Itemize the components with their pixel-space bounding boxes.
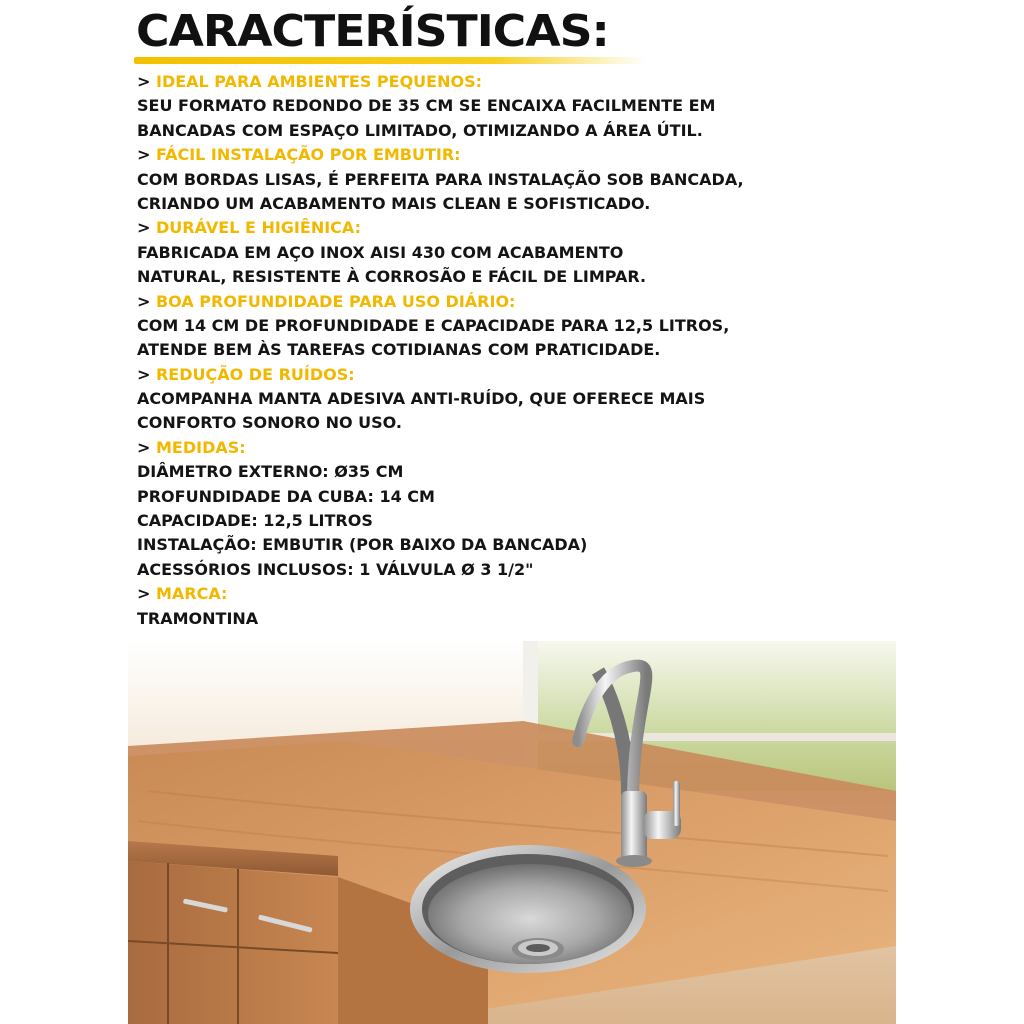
section-heading — [137, 290, 897, 314]
section-heading — [137, 70, 897, 94]
section-heading — [137, 216, 897, 240]
section-heading — [137, 363, 897, 387]
section-body-line: CONFORTO SONORO NO USO. — [137, 413, 402, 433]
section-body-line: COM BORDAS LISAS, É PERFEITA PARA INSTALAÇÃO SOB BANCADA, — [137, 169, 744, 189]
arrow-icon: > — [137, 145, 151, 165]
section-heading — [137, 582, 897, 606]
section-body-line: ACESSÓRIOS INCLUSOS: 1 VÁLVULA Ø 3 1/2" — [137, 559, 534, 579]
kitchen-sink-illustration — [128, 641, 896, 1024]
features-list — [137, 70, 897, 631]
section-body-line: ATENDE BEM ÀS TAREFAS COTIDIANAS COM PRATICIDADE. — [137, 340, 661, 360]
section-heading — [137, 436, 897, 460]
section-body-line: CRIANDO UM ACABAMENTO MAIS CLEAN E SOFISTICADO. — [137, 193, 651, 213]
section-body-line: NATURAL, RESISTENTE À CORROSÃO E FÁCIL DE LIMPAR. — [137, 267, 647, 287]
section-body-line: COM 14 CM DE PROFUNDIDADE E CAPACIDADE PARA 12,5 LITROS, — [137, 315, 730, 335]
section-body-line: ACOMPANHA MANTA ADESIVA ANTI-RUÍDO, QUE OFERECE MAIS — [137, 389, 706, 409]
section-heading-text: FÁCIL INSTALAÇÃO POR EMBUTIR: — [155, 145, 461, 165]
title-underline — [134, 57, 646, 64]
arrow-icon: > — [137, 364, 151, 384]
section-body-line: CAPACIDADE: 12,5 LITROS — [137, 511, 373, 531]
section-body-line: DIÂMETRO EXTERNO: Ø35 CM — [137, 462, 404, 482]
arrow-icon: > — [137, 584, 151, 604]
arrow-icon: > — [137, 72, 151, 91]
section-heading-text: MARCA: — [155, 584, 228, 604]
arrow-icon: > — [137, 291, 151, 311]
arrow-icon: > — [137, 437, 151, 457]
section-body-line: SEU FORMATO REDONDO DE 35 CM SE ENCAIXA FACILMENTE EM — [137, 96, 716, 116]
page-title: CARACTERÍSTICAS: — [136, 6, 609, 57]
section-heading-text: BOA PROFUNDIDADE PARA USO DIÁRIO: — [155, 291, 516, 311]
arrow-icon: > — [137, 218, 151, 238]
section-heading-text: DURÁVEL E HIGIÊNICA: — [155, 218, 361, 238]
section-heading-text: REDUÇÃO DE RUÍDOS: — [155, 364, 355, 384]
product-photo — [128, 641, 896, 1024]
section-heading — [137, 143, 897, 167]
section-heading-text: IDEAL PARA AMBIENTES PEQUENOS: — [155, 72, 483, 91]
section-body-line: BANCADAS COM ESPAÇO LIMITADO, OTIMIZANDO A ÁREA ÚTIL. — [137, 120, 703, 140]
section-body-line: PROFUNDIDADE DA CUBA: 14 CM — [137, 486, 435, 506]
section-body-line: INSTALAÇÃO: EMBUTIR (POR BAIXO DA BANCADA) — [137, 535, 588, 555]
section-body-line: FABRICADA EM AÇO INOX AISI 430 COM ACABAMENTO — [137, 242, 624, 262]
section-body-line: TRAMONTINA — [137, 608, 259, 628]
section-heading-text: MEDIDAS: — [155, 437, 246, 457]
